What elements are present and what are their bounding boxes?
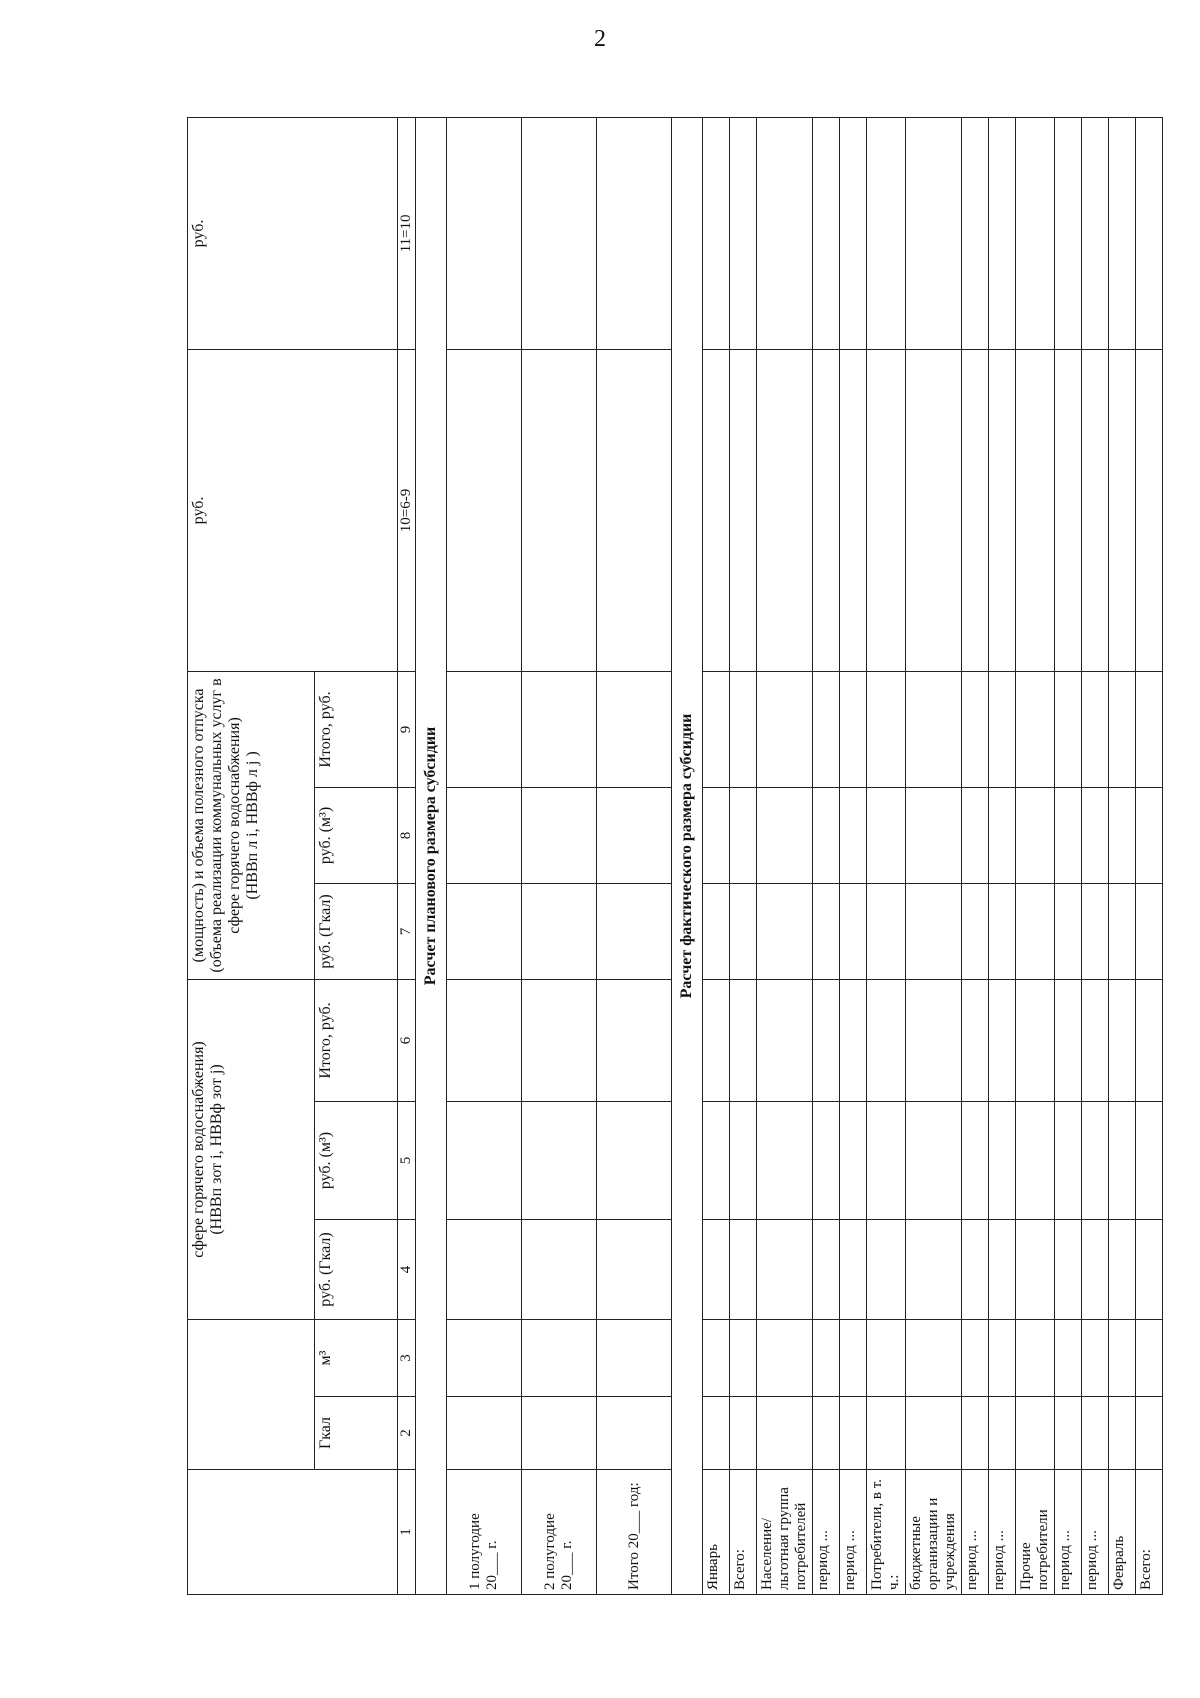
header-zot-formula: (НВВп зот i, НВВф зот j) [208,1064,225,1235]
row-label: Итого 20___ год: [597,1470,672,1595]
header-rub-m3-8: руб. (м³) [315,787,398,883]
row-label: Население/льготная группа потребителей [757,1470,813,1595]
header-rub-gkal-7: руб. (Гкал) [315,883,398,979]
table-row [757,117,813,1594]
table-row [730,117,757,1594]
row-label: период ... [813,1470,840,1595]
column-number: 10=6-9 [398,349,416,671]
table-row [906,117,962,1594]
header-l-title: (мощность) и объема полезного отпуска (объема реализации коммунальных услуг в сфере горячего водоснабжения) [190,678,243,973]
section-title-plan: Расчет планового размера субсидии [416,117,447,1594]
table-row [840,117,867,1594]
rotated-table-container [187,118,1154,1595]
column-number: 11=10 [398,117,416,349]
table-row [703,117,730,1594]
header-blank-cell [188,1470,398,1595]
row-label: Всего: [730,1470,757,1595]
table-row [1136,117,1163,1594]
table-row [597,117,672,1594]
section-row-plan [416,117,447,1594]
column-number: 6 [398,979,416,1101]
column-number: 3 [398,1320,416,1397]
column-number: 9 [398,671,416,787]
header-rub-gkal-4: руб. (Гкал) [315,1220,398,1320]
header-zot-title: сфере горячего водоснабжения) [190,1041,207,1258]
row-label: период ... [1055,1470,1082,1595]
row-label: Потребители, в т. ч.: [867,1470,906,1595]
column-number: 8 [398,787,416,883]
page-number: 2 [594,26,606,52]
table-row [1055,117,1082,1594]
row-label: Январь [703,1470,730,1595]
column-number: 2 [398,1397,416,1470]
table-row [522,117,597,1594]
row-label: 2 полугодие 20___ г. [522,1470,597,1595]
header-rub-10: руб. [188,349,398,671]
subsidy-table [187,117,1163,1595]
header-gkal: Гкал [315,1397,398,1470]
table-row [962,117,989,1594]
row-label: Февраль [1109,1470,1136,1595]
table-row [989,117,1016,1594]
table-row [1109,117,1136,1594]
header-itogo-9: Итого, руб. [315,671,398,787]
header-l-cell [188,671,315,979]
section-title-fact: Расчет фактического размера субсидии [672,117,703,1594]
column-numbers-row [398,117,416,1594]
row-label: 1 полугодие 20___ г. [447,1470,522,1595]
header-rub-m3-5: руб. (м³) [315,1102,398,1220]
row-label: период ... [962,1470,989,1595]
table-row [867,117,906,1594]
table-row [1082,117,1109,1594]
row-label: бюджетные организации и учреждения [906,1470,962,1595]
header-rub-11: руб. [188,117,398,349]
header-m3: м³ [315,1320,398,1397]
section-row-fact [672,117,703,1594]
row-label: период ... [840,1470,867,1595]
row-label: период ... [989,1470,1016,1595]
row-label: Прочие потребители [1016,1470,1055,1595]
row-label: Всего: [1136,1470,1163,1595]
table-row [1016,117,1055,1594]
header-blank-cell [188,1320,315,1470]
table-row [447,117,522,1594]
header-itogo-6: Итого, руб. [315,979,398,1101]
header-zot-cell [188,979,315,1319]
column-number: 1 [398,1470,416,1595]
column-number: 4 [398,1220,416,1320]
header-l-formula: (НВВп л i, НВВф л j ) [244,751,261,900]
column-number: 7 [398,883,416,979]
row-label: период ... [1082,1470,1109,1595]
column-number: 5 [398,1102,416,1220]
table-row [813,117,840,1594]
header-row-1 [188,117,315,1594]
